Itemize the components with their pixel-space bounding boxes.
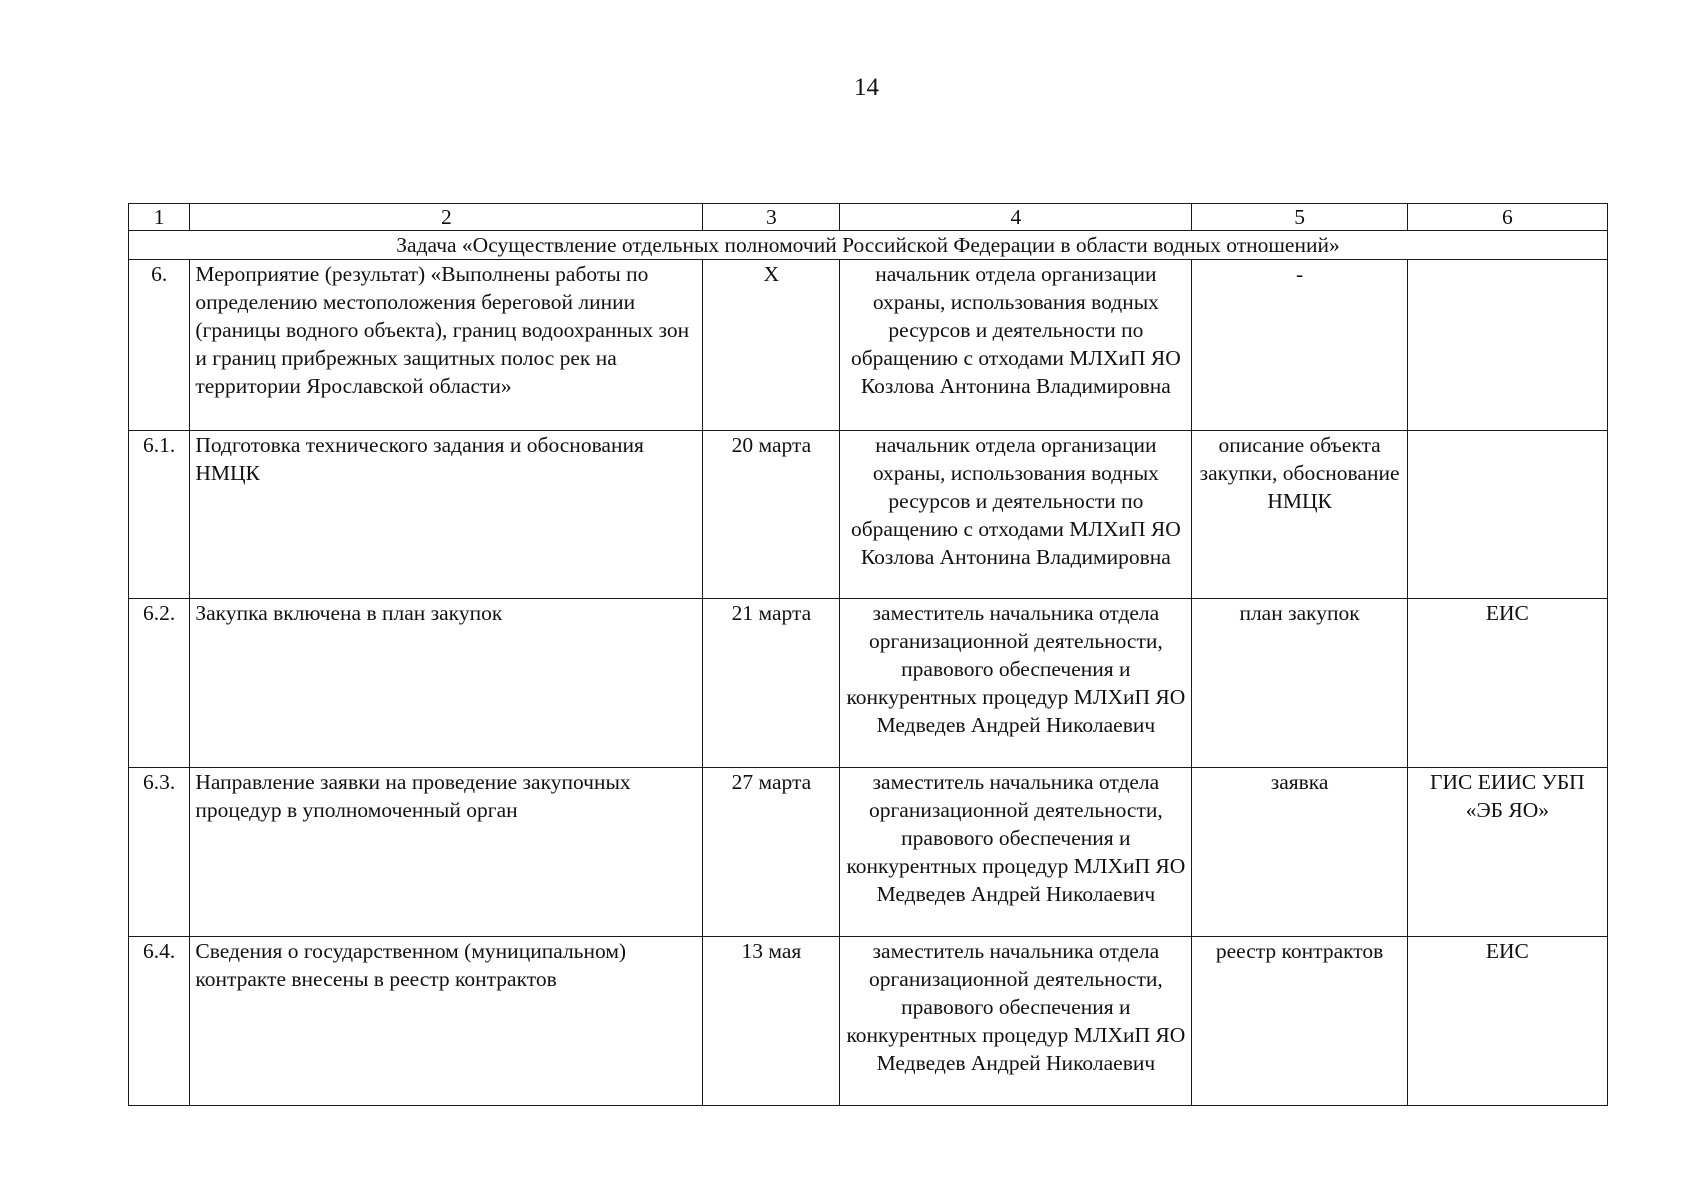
responsible-cell: начальник отдела организации охраны, использования водных ресурсов и деятельности по обращению с отходами МЛХиП ЯО Козлова Антонина Владимировна <box>840 260 1192 431</box>
responsible-cell: заместитель начальника отдела организационной деятельности, правового обеспечения и конкурентных процедур МЛХиП ЯО Медведев Андрей Николаевич <box>840 768 1192 937</box>
column-header-1: 1 <box>129 204 190 231</box>
row-number: 6.1. <box>129 431 190 599</box>
event-cell: Направление заявки на проведение закупочных процедур в уполномоченный орган <box>190 768 703 937</box>
row-number: 6.3. <box>129 768 190 937</box>
document-cell: реестр контрактов <box>1192 937 1407 1106</box>
document-cell: план закупок <box>1192 599 1407 768</box>
system-cell <box>1407 260 1607 431</box>
column-number-row <box>129 204 1608 231</box>
table-row <box>129 599 1608 768</box>
column-header-6: 6 <box>1407 204 1607 231</box>
event-cell: Подготовка технического задания и обоснования НМЦК <box>190 431 703 599</box>
row-number: 6.4. <box>129 937 190 1106</box>
responsible-cell: заместитель начальника отдела организационной деятельности, правового обеспечения и конкурентных процедур МЛХиП ЯО Медведев Андрей Николаевич <box>840 599 1192 768</box>
system-cell: ГИС ЕИИС УБП «ЭБ ЯО» <box>1407 768 1607 937</box>
event-cell: Мероприятие (результат) «Выполнены работы по определению местоположения береговой линии (границы водного объекта), границ водоохранных зон и границ прибрежных защитных полос рек на территории Ярославской области» <box>190 260 703 431</box>
column-header-5: 5 <box>1192 204 1407 231</box>
table-row <box>129 431 1608 599</box>
task-row <box>129 231 1608 260</box>
date-cell: 27 марта <box>703 768 840 937</box>
plan-table <box>128 203 1608 1106</box>
row-number: 6.2. <box>129 599 190 768</box>
date-cell: X <box>703 260 840 431</box>
row-number: 6. <box>129 260 190 431</box>
date-cell: 21 марта <box>703 599 840 768</box>
system-cell: ЕИС <box>1407 599 1607 768</box>
page-number: 14 <box>854 74 879 101</box>
document-cell: - <box>1192 260 1407 431</box>
system-cell <box>1407 431 1607 599</box>
document-cell: описание объекта закупки, обоснование НМЦК <box>1192 431 1407 599</box>
system-cell: ЕИС <box>1407 937 1607 1106</box>
column-header-4: 4 <box>840 204 1192 231</box>
event-cell: Сведения о государственном (муниципальном) контракте внесены в реестр контрактов <box>190 937 703 1106</box>
responsible-cell: начальник отдела организации охраны, использования водных ресурсов и деятельности по обращению с отходами МЛХиП ЯО Козлова Антонина Владимировна <box>840 431 1192 599</box>
table-row <box>129 937 1608 1106</box>
date-cell: 13 мая <box>703 937 840 1106</box>
task-title: Задача «Осуществление отдельных полномочий Российской Федерации в области водных отношений» <box>129 231 1608 260</box>
column-header-3: 3 <box>703 204 840 231</box>
table-row <box>129 768 1608 937</box>
event-cell: Закупка включена в план закупок <box>190 599 703 768</box>
date-cell: 20 марта <box>703 431 840 599</box>
responsible-cell: заместитель начальника отдела организационной деятельности, правового обеспечения и конкурентных процедур МЛХиП ЯО Медведев Андрей Николаевич <box>840 937 1192 1106</box>
column-header-2: 2 <box>190 204 703 231</box>
table-row <box>129 260 1608 431</box>
document-cell: заявка <box>1192 768 1407 937</box>
